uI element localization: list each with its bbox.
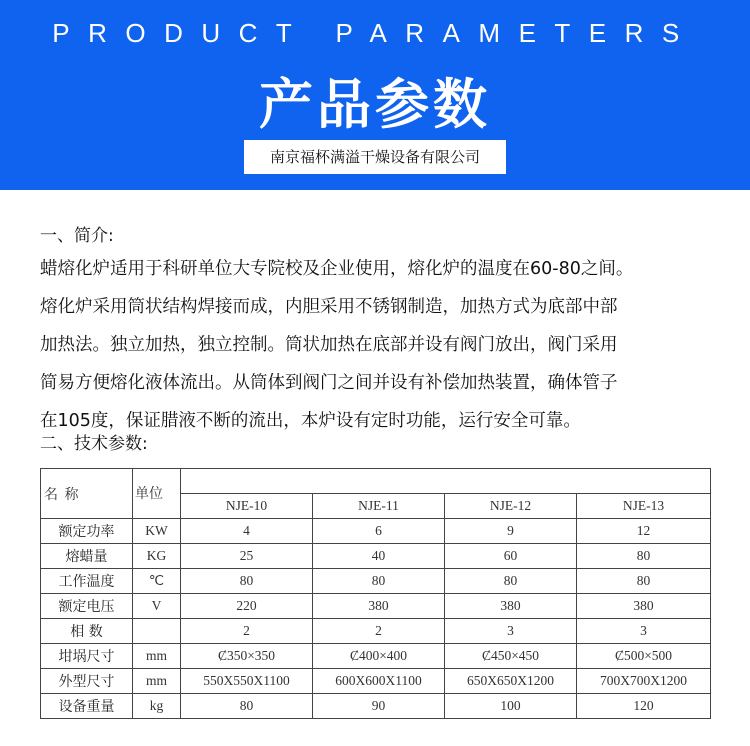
row-label: 额定电压 — [41, 594, 133, 619]
model-cell: NJE-13 — [577, 494, 711, 519]
company-name: 南京福杯满溢干燥设备有限公司 — [244, 140, 506, 174]
row-value: 90 — [313, 694, 445, 719]
row-value: 40 — [313, 544, 445, 569]
row-value: 380 — [313, 594, 445, 619]
table-row — [41, 644, 711, 669]
header-blank — [181, 469, 711, 494]
row-unit: KG — [133, 544, 181, 569]
header-banner — [0, 0, 750, 190]
table-row — [41, 694, 711, 719]
row-value: 2 — [313, 619, 445, 644]
row-value: 80 — [181, 694, 313, 719]
row-unit: ℃ — [133, 569, 181, 594]
row-value: 650X650X1200 — [445, 669, 577, 694]
intro-paragraph — [40, 250, 720, 440]
row-unit: KW — [133, 519, 181, 544]
table-row — [41, 569, 711, 594]
row-label: 设备重量 — [41, 694, 133, 719]
row-value: 60 — [445, 544, 577, 569]
row-unit — [133, 619, 181, 644]
model-cell: NJE-10 — [181, 494, 313, 519]
row-value: 380 — [445, 594, 577, 619]
row-value: Ȼ500×500 — [577, 644, 711, 669]
row-unit: kg — [133, 694, 181, 719]
row-value: 25 — [181, 544, 313, 569]
row-value: 220 — [181, 594, 313, 619]
row-value: 80 — [445, 569, 577, 594]
row-unit: V — [133, 594, 181, 619]
name-header: 名 称 — [41, 469, 133, 519]
table-row — [41, 544, 711, 569]
row-value: 4 — [181, 519, 313, 544]
row-value: 80 — [181, 569, 313, 594]
row-value: 700X700X1200 — [577, 669, 711, 694]
row-unit: mm — [133, 644, 181, 669]
intro-line: 熔化炉采用筒状结构焊接而成，内胆采用不锈钢制造，加热方式为底部中部 — [40, 297, 618, 317]
row-value: 9 — [445, 519, 577, 544]
row-value: 100 — [445, 694, 577, 719]
english-title: PRODUCT PARAMETERS — [52, 18, 698, 48]
row-value: 80 — [577, 544, 711, 569]
row-label: 外型尺寸 — [41, 669, 133, 694]
row-value: Ȼ450×450 — [445, 644, 577, 669]
intro-line: 蜡熔化炉适用于科研单位大专院校及企业使用，熔化炉的温度在60-80之间。 — [40, 259, 634, 279]
intro-heading: 一、简介: — [40, 226, 114, 246]
row-value: 380 — [577, 594, 711, 619]
row-value: 12 — [577, 519, 711, 544]
row-label: 相 数 — [41, 619, 133, 644]
row-value: 6 — [313, 519, 445, 544]
row-value: 3 — [577, 619, 711, 644]
model-cell: NJE-12 — [445, 494, 577, 519]
row-value: Ȼ400×400 — [313, 644, 445, 669]
row-value: 120 — [577, 694, 711, 719]
unit-header: 单位 — [133, 469, 181, 519]
row-label: 额定功率 — [41, 519, 133, 544]
row-value: 600X600X1100 — [313, 669, 445, 694]
table-row — [41, 594, 711, 619]
row-unit: mm — [133, 669, 181, 694]
spec-table — [40, 468, 711, 719]
table-row — [41, 519, 711, 544]
intro-line: 加热法。独立加热，独立控制。筒状加热在底部并设有阀门放出，阀门采用 — [40, 335, 618, 355]
row-label: 熔蜡量 — [41, 544, 133, 569]
table-row — [41, 669, 711, 694]
intro-line: 在105度，保证腊液不断的流出，本炉设有定时功能，运行安全可靠。 — [40, 411, 581, 431]
chinese-title: 产品参数 — [259, 73, 491, 136]
table-row — [41, 619, 711, 644]
model-cell: NJE-11 — [313, 494, 445, 519]
row-label: 坩埚尺寸 — [41, 644, 133, 669]
tech-heading: 二、技术参数: — [40, 434, 148, 454]
row-value: Ȼ350×350 — [181, 644, 313, 669]
row-value: 80 — [313, 569, 445, 594]
row-value: 550X550X1100 — [181, 669, 313, 694]
intro-line: 简易方便熔化液体流出。从筒体到阀门之间并设有补偿加热装置，确体管子 — [40, 373, 618, 393]
row-value: 80 — [577, 569, 711, 594]
row-label: 工作温度 — [41, 569, 133, 594]
row-value: 2 — [181, 619, 313, 644]
row-value: 3 — [445, 619, 577, 644]
table-header-row — [41, 469, 711, 494]
